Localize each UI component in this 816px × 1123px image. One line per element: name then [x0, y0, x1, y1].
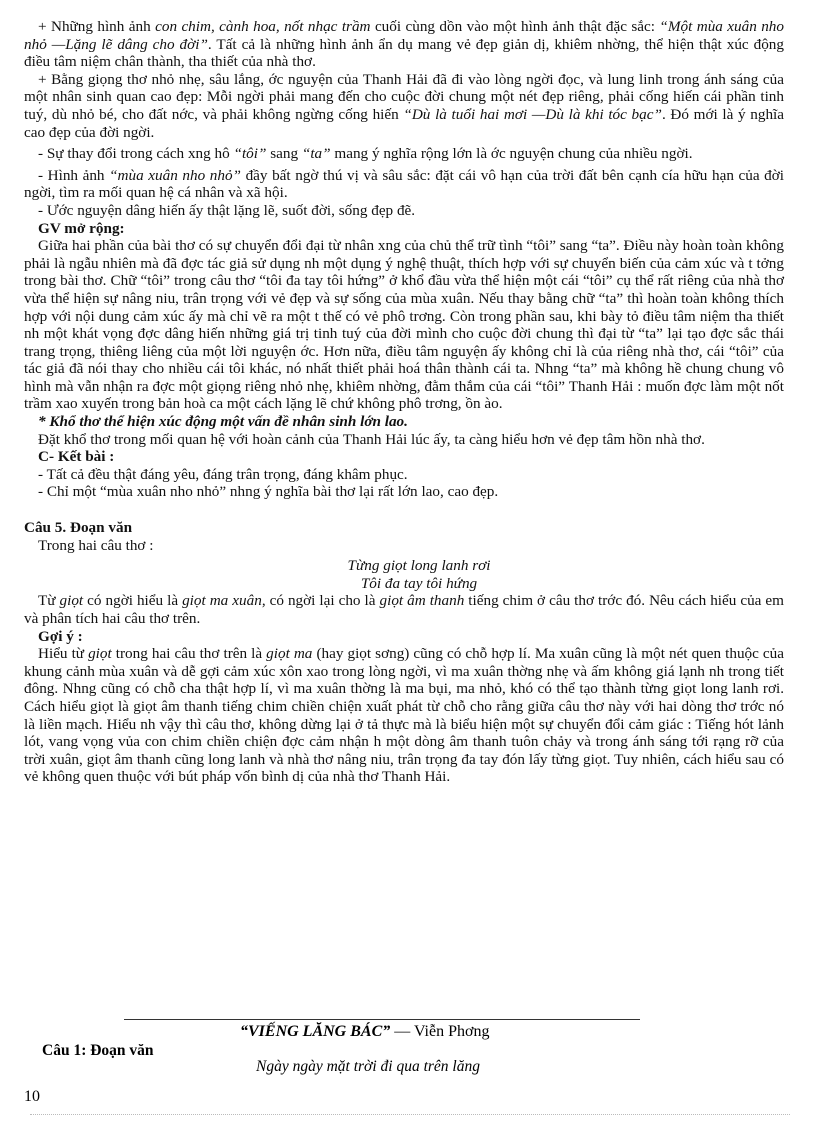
- poem-line-2: Tôi đa tay tôi hứng: [360, 574, 478, 592]
- paragraph-images: + Những hình ảnh con chim, cành hoa, nốt nhạc trầm cuối cùng dồn vào một hình ảnh thật đặc sắc: “Một mùa xuân nho nhỏ —Lặng lẽ dâng cho đời”. Tất cả là những hình ảnh ẩn dụ mang vẻ đẹp giản dị, khiêm nhờng, thể hiện thật xúc động điều tâm niệm chân thành, tha thiết của nhà thơ.: [24, 18, 784, 71]
- paragraph-question: Từ giọt có ngời hiểu là giọt ma xuân, có ngời lại cho là giọt âm thanh tiếng chim ở câu thơ trớc đó. Nêu cách hiểu của em và phân tích hai câu thơ trên.: [24, 592, 784, 627]
- document-body: [24, 18, 784, 786]
- heading-cau-5: Câu 5. Đoạn văn: [24, 519, 133, 537]
- poem-first-line: Ngày ngày mặt trời đi qua trên lăng: [256, 1058, 480, 1075]
- heading-cau-1: Câu 1: Đoạn văn: [42, 1042, 154, 1059]
- conclusion-item-2: - Chỉ một “mùa xuân nho nhỏ” nhng ý nghĩa bài thơ lại rất lớn lao, cao đẹp.: [38, 483, 499, 501]
- paragraph-voice: + Bằng giọng thơ nhỏ nhẹ, sâu lắng, ớc nguyện của Thanh Hải đã đi vào lòng ngời đọc, và lung linh trong ánh sáng của một nhân sinh quan cao đẹp: Mỗi ngời phải mang đến cho cuộc đời chung một nét đẹp riêng, phải cống hiến cái phần tinh tuý, dù nhỏ bé, cho đất nớc, và phải không ngừng cống hiến “Dù là tuổi hai mơi —Dù là khi tóc bạc”. Đó mới là ý nghĩa cao đẹp của đời ngời.: [24, 70, 785, 141]
- conclusion-item-1: - Tất cả đều thật đáng yêu, đáng trân trọng, đáng khâm phục.: [38, 465, 408, 483]
- paragraph-context: Đặt khổ thơ trong mối quan hệ với hoàn cảnh của Thanh Hải lúc ấy, ta càng hiểu hơn vẻ đẹp tâm hồn nhà thơ.: [38, 430, 705, 448]
- poem-line-1: Từng giọt long lanh rơi: [347, 557, 491, 575]
- bullet-pronoun-change: - Sự thay đổi trong cách xng hô “tôi” sang “ta” mang ý nghĩa rộng lớn là ớc nguyện chung của nhiều ngời.: [38, 145, 693, 163]
- section-divider: [124, 1019, 640, 1020]
- heading-gv-mo-rong: GV mở rộng:: [38, 219, 125, 237]
- heading-kho-tho: * Khổ thơ thể hiện xúc động một vấn đề nhân sinh lớn lao.: [38, 413, 408, 431]
- poem-title: “VIẾNG LĂNG BÁC” — Viễn Phơng: [240, 1023, 490, 1040]
- bullet-spring-image: - Hình ảnh “mùa xuân nho nhỏ” đầy bất ngờ thú vị và sâu sắc: đặt cái vô hạn của trời đất bên cạnh cía hữu hạn của đời ngời, tìm ra mối quan hệ cá nhân và xã hội.: [24, 166, 784, 202]
- paragraph-gv-expansion: Giữa hai phần của bài thơ có sự chuyển đổi đại từ nhân xng của chủ thể trữ tình “tôi” sang “ta”. Điều này hoàn toàn không phải là ngẫu nhiên mà đã đợc tác giả sử dụng nh một dụng ý nghệ thuật, thích hợp với sự chuyển biến của cảm xúc và t tởng trong bài thơ. Chữ “tôi” trong câu thơ “tôi đa tay tôi hứng” ở khổ đầu vừa thể hiện một cái “tôi” cụ thể rất riêng của nhà thơ vừa thể hiện sự nâng niu, trân trọng với vẻ đẹp và sự sống của mùa xuân. Nếu thay bằng chữ “ta” thì hoàn toàn không thích hợp với nội dung cảm xúc ấy mà chỉ vẽ ra một t thế có vẻ phô trơng. Còn trong phần sau, khi bày tỏ điều tâm niệm tha thiết nh một khát vọng đợc dâng hiến những giá trị tinh tuý của đời mình cho cuộc đời chung thì đại từ “ta” lại tạo đợc sắc thái trang trọng, thiêng liêng của một lời nguyện ớc. Hơn nữa, điều tâm nguyện ấy không chỉ là của riêng nhà thơ, cái “tôi” của tác giả đã nói thay cho nhiều cái tôi khác, nó nhất thiết phải hoá thân thành cái ta. Nhng “ta” mà không hề chung chung vô hình mà vẫn nhận ra đợc một giọng riêng nhỏ nhẹ, khiêm nhờng, đằm thắm của cái “tôi” Thanh Hải : muốn đợc làm một nốt trầm xao xuyến trong bản hoà ca một cách lặng lẽ chứ không phô trơng, ồn ào.: [24, 237, 784, 413]
- heading-ket-bai: C- Kết bài :: [38, 448, 115, 466]
- bullet-wish: - Ước nguyện dâng hiến ấy thật lặng lẽ, suốt đời, sống đẹp đẽ.: [38, 201, 416, 219]
- intro-line: Trong hai câu thơ :: [38, 536, 154, 554]
- footer-dotted-line: [30, 1114, 790, 1115]
- page-number: 10: [24, 1088, 40, 1105]
- heading-goi-y: Gợi ý :: [38, 627, 83, 645]
- paragraph-suggestion: Hiểu từ giọt trong hai câu thơ trên là giọt ma (hay giọt sơng) cũng có chỗ hợp lí. Ma xuân cũng là một nét quen thuộc của khung cảnh mùa xuân và dễ gợi cảm xúc xôn xao trong lòng ngời, vì ma xuân thờng nhẹ và ấm không giá lạnh nh trong tiết đông. Nhng cũng có chỗ cha thật hợp lí, vì ma xuân thờng là ma bụi, ma nhỏ, khó có thể tạo thành từng giọt long lanh rơi. Cách hiểu giọt là giọt âm thanh tiếng chim chiền chiện xuất phát từ chỗ cho rằng giữa câu thơ này với hai dòng thơ trớc nó là liền mạch. Hiểu nh vậy thì câu thơ, không dừng lại ở tả thực mà là biểu hiện một sự chuyển đổi cảm giác : Tiếng hót lảnh lót, vang vọng vủa con chim chiền chiện đợc cảm nhận h một dòng âm thanh tuôn chảy và trong ánh sáng tới rạng rỡ của trời xuân, giọt âm thanh cũng long lanh và nhà thơ nâng niu, trân trọng đa tay đón lấy từng giọt. Tuy nhiên, cách hiểu sau có vẻ không quen thuộc với bút pháp vốn bình dị của nhà thơ Thanh Hải.: [24, 645, 785, 786]
